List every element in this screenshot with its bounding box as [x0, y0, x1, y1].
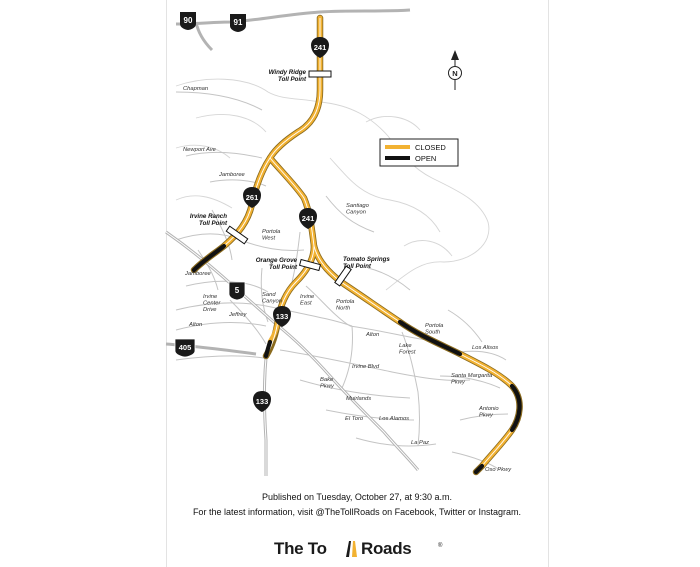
route-133-number: 133 [275, 312, 289, 321]
tomato-springs-toll-label: Tomato Springs Toll Point [343, 256, 390, 270]
trademark-symbol: ® [438, 543, 443, 549]
route-5-number: 5 [234, 286, 240, 295]
legend-open-label: OPEN [415, 154, 437, 163]
orange-grove-toll-label: Orange Grove Toll Point [255, 257, 297, 271]
place-label-newport: Newport Ave [183, 147, 216, 153]
irvine-ranch-toll-label: Irvine Ranch Toll Point [189, 213, 227, 227]
place-label-chapman: Chapman [183, 86, 209, 92]
place-label-oso: Oso Pkwy [485, 467, 512, 473]
place-label-irvinecenter: Irvine Center Drive [203, 294, 221, 313]
toll-road-logo-icon [345, 540, 359, 558]
legend [380, 139, 458, 166]
place-label-alton2: Alton [366, 332, 380, 338]
route-261-number: 261 [245, 193, 259, 202]
route-5-shield[interactable] [229, 282, 245, 300]
brand-left: The To [274, 539, 327, 558]
place-label-muirlands: Muirlands [346, 396, 372, 402]
place-label-irvineeast: Irvine East [300, 294, 315, 307]
windy-ridge-toll-marker[interactable] [309, 71, 331, 77]
route-91-number: 91 [233, 18, 243, 27]
place-labels [183, 86, 512, 473]
route-133-shield-south[interactable] [253, 391, 271, 412]
north-label: N [452, 69, 458, 78]
route-405-number: 405 [178, 343, 192, 352]
route-261-shield[interactable] [243, 187, 261, 208]
place-label-bake: Bake Pkwy [320, 377, 334, 390]
place-label-lakeforest: Lake Forest [399, 343, 416, 356]
place-label-eltoro: El Toro [345, 416, 364, 422]
brand-right: Roads [361, 539, 412, 558]
toll-point-labels [190, 69, 391, 271]
route-90-shield[interactable] [180, 12, 196, 30]
published-note: Published on Tuesday, October 27, at 9:30 a.m. [262, 492, 452, 502]
place-label-portolawest: Portola West [262, 229, 281, 242]
place-label-portolanorth: Portola North [336, 299, 355, 312]
route-241-number: 241 [301, 214, 315, 223]
place-label-santamargarita: Santa Margarita Pkwy [451, 373, 493, 386]
route-241-shield-north[interactable] [311, 37, 329, 58]
place-label-santiago: Santiago Canyon [346, 203, 369, 216]
route-133-number: 133 [255, 397, 269, 406]
place-label-lapaz: La Paz [411, 440, 430, 446]
latest-info-note[interactable]: For the latest information, visit @TheTollRoads on Facebook, Twitter or Instagram. [192, 507, 522, 517]
route-241-number: 241 [313, 43, 327, 52]
place-label-irvineblvd: Irvine Blvd [352, 364, 380, 370]
route-90-number: 90 [183, 16, 193, 25]
place-label-jamboree2: Jamboree [185, 271, 211, 277]
place-label-alton1: Alton [189, 322, 203, 328]
terrain-contours [176, 79, 489, 290]
route-91-shield[interactable] [230, 14, 246, 32]
north-arrow [449, 50, 462, 90]
place-label-jeffrey: Jeffrey [229, 312, 247, 318]
route-405-shield[interactable] [175, 339, 195, 357]
place-label-jamboree1: Jamboree [219, 172, 245, 178]
legend-closed-label: CLOSED [415, 143, 446, 152]
place-label-portolasouth: Portola South [425, 323, 444, 336]
windy-ridge-toll-label: Windy Ridge Toll Point [268, 69, 306, 83]
place-label-antonio: Antonio Pkwy [479, 406, 499, 419]
place-label-sandcanyon: Sand Canyon [262, 292, 282, 305]
place-label-losalisos: Los Alisos [472, 345, 499, 351]
north-arrow-icon [451, 50, 459, 60]
place-label-losalamos: Los Alamos [379, 416, 410, 422]
